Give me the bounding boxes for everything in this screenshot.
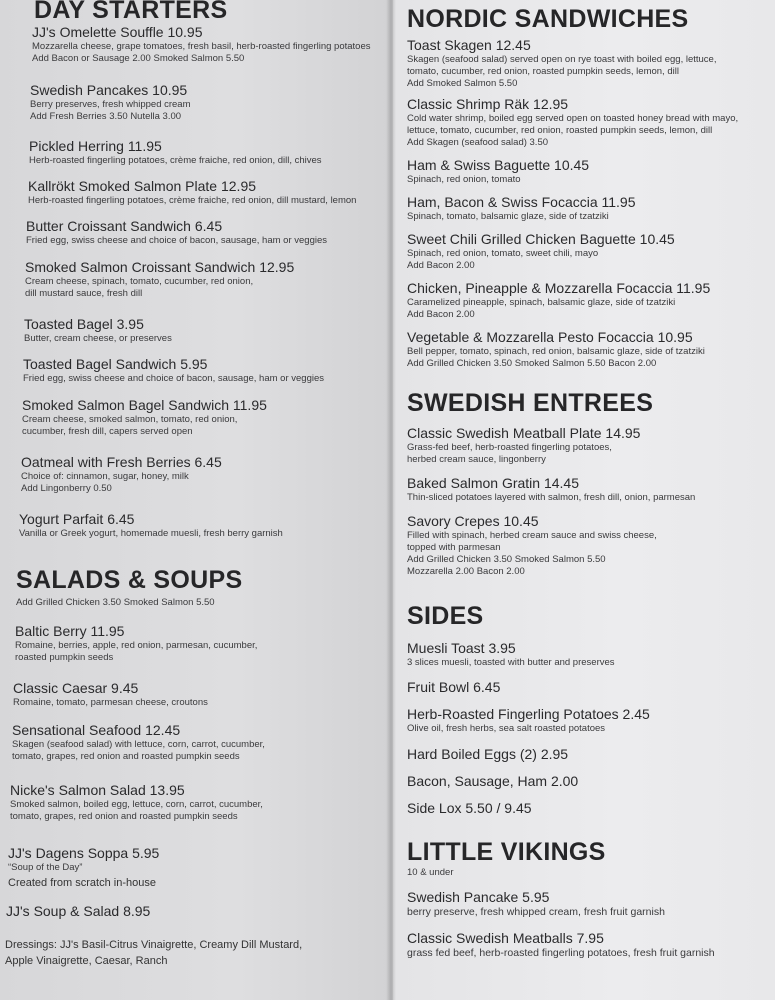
item-desc: Butter, cream cheese, or preserves (24, 333, 172, 344)
item-title: Swedish Pancake 5.95 (407, 889, 550, 905)
menu-item (407, 706, 650, 735)
item-desc: Bell pepper, tomato, spinach, red onion, balsamic glaze, side of tzatziki (407, 346, 705, 357)
item-desc: tomato, grapes, red onion and roasted pumpkin seeds (12, 751, 240, 762)
item-desc: Vanilla or Greek yogurt, homemade muesli, fresh berry garnish (19, 528, 283, 539)
item-desc: dill mustard sauce, fresh dill (25, 288, 143, 299)
menu-page-right (393, 0, 775, 1000)
salads-soups-heading: SALADS & SOUPS (16, 566, 243, 594)
item-desc: lettuce, tomato, cucumber, red onion, roasted pumpkin seeds, lemon, dill (407, 125, 713, 136)
menu-item (12, 722, 265, 763)
item-desc: topped with parmesan (407, 542, 501, 553)
item-title: Smoked Salmon Bagel Sandwich 11.95 (22, 397, 267, 413)
item-title: Baltic Berry 11.95 (15, 623, 125, 639)
item-desc: Thin-sliced potatoes layered with salmon, fresh dill, onion, parmesan (407, 492, 696, 503)
menu-item (407, 679, 500, 696)
item-title: Vegetable & Mozzarella Pesto Focaccia 10.95 (407, 329, 693, 345)
item-title: Baked Salmon Gratin 14.45 (407, 475, 579, 491)
item-title: Pickled Herring 11.95 (29, 138, 162, 154)
item-title: Sweet Chili Grilled Chicken Baguette 10.45 (407, 231, 675, 247)
menu-item (25, 259, 294, 300)
day-starters-heading: DAY STARTERS (34, 0, 228, 24)
menu-item (8, 845, 159, 890)
item-desc: Cream cheese, smoked salmon, tomato, red onion, (22, 414, 238, 425)
item-desc: Add Bacon 2.00 (407, 309, 475, 320)
menu-item (407, 800, 532, 817)
item-desc: Spinach, red onion, tomato (407, 174, 521, 185)
menu-item (19, 511, 283, 540)
item-title: Butter Croissant Sandwich 6.45 (26, 218, 223, 234)
item-title: Smoked Salmon Croissant Sandwich 12.95 (25, 259, 295, 275)
menu-item (407, 280, 710, 321)
menu-item (23, 356, 324, 385)
item-title: Swedish Pancakes 10.95 (30, 82, 188, 98)
menu-item (407, 640, 615, 669)
dressings-note (5, 938, 302, 968)
dressings-line: Dressings: JJ's Basil-Citrus Vinaigrette, Creamy Dill Mustard, (5, 939, 303, 951)
item-desc: roasted pumpkin seeds (15, 652, 114, 663)
item-desc: Fried egg, swiss cheese and choice of bacon, sausage, ham or veggies (23, 373, 325, 384)
section-note: Add Grilled Chicken 3.50 Smoked Salmon 5.50 (16, 597, 215, 608)
menu-item (29, 138, 322, 167)
item-title: Muesli Toast 3.95 (407, 640, 516, 656)
item-desc: Smoked salmon, boiled egg, lettuce, corn, carrot, cucumber, (10, 799, 263, 810)
item-desc: Skagen (seafood salad) with lettuce, corn, carrot, cucumber, (12, 739, 265, 750)
menu-item (407, 475, 695, 504)
item-title: Kallrökt Smoked Salmon Plate 12.95 (28, 178, 257, 194)
item-title: Savory Crepes 10.45 (407, 513, 539, 529)
item-title: Yogurt Parfait 6.45 (19, 511, 135, 527)
item-title: Toasted Bagel Sandwich 5.95 (23, 356, 208, 372)
item-title: Side Lox 5.50 / 9.45 (407, 800, 532, 816)
item-desc: berry preserve, fresh whipped cream, fresh fruit garnish (407, 906, 665, 918)
menu-item (30, 82, 191, 123)
item-desc: Add Smoked Salmon 5.50 (407, 78, 518, 89)
item-desc: Cold water shrimp, boiled egg served open on toasted honey bread with mayo, (407, 113, 739, 124)
nordic-sandwiches-heading: NORDIC SANDWICHES (407, 5, 689, 33)
item-desc: Caramelized pineapple, spinach, balsamic glaze, side of tzatziki (407, 297, 676, 308)
menu-item (407, 773, 578, 790)
menu-item (24, 316, 172, 345)
item-title: Classic Swedish Meatball Plate 14.95 (407, 425, 641, 441)
menu-item (407, 930, 715, 959)
menu-item (21, 454, 222, 495)
dressings-line: Apple Vinaigrette, Caesar, Ranch (5, 955, 168, 967)
item-title: JJ's Dagens Soppa 5.95 (8, 845, 160, 861)
item-title: Toast Skagen 12.45 (407, 37, 531, 53)
little-vikings-heading: LITTLE VIKINGS (407, 838, 606, 866)
item-desc: Spinach, tomato, balsamic glaze, side of tzatziki (407, 211, 609, 222)
item-desc: Cream cheese, spinach, tomato, cucumber, red onion, (25, 276, 254, 287)
menu-item (407, 37, 716, 90)
menu-item (22, 397, 267, 438)
item-desc: Mozzarella 2.00 Bacon 2.00 (407, 566, 525, 577)
item-title: Chicken, Pineapple & Mozzarella Focaccia 11.95 (407, 280, 711, 296)
item-desc: Add Fresh Berries 3.50 Nutella 3.00 (30, 111, 182, 122)
item-desc: Herb-roasted fingerling potatoes, crème fraiche, red onion, dill, chives (29, 155, 322, 166)
menu-item (28, 178, 356, 207)
menu-item (407, 194, 636, 223)
menu-item (407, 157, 589, 186)
section-note: 10 & under (407, 867, 454, 878)
item-desc: herbed cream sauce, lingonberry (407, 454, 546, 465)
menu-item (15, 623, 257, 664)
menu-item (407, 231, 675, 272)
item-desc: cucumber, fresh dill, capers served open (22, 426, 193, 437)
menu-item (6, 903, 150, 920)
item-desc: Romaine, tomato, parmesan cheese, croutons (13, 697, 208, 708)
item-desc: Add Bacon or Sausage 2.00 Smoked Salmon 5.50 (32, 53, 245, 64)
sides-heading: SIDES (407, 602, 484, 630)
swedish-entrees-heading: SWEDISH ENTREES (407, 389, 654, 417)
menu-item (10, 782, 263, 823)
page-fold (386, 0, 396, 1000)
menu-item (407, 889, 665, 918)
item-desc: Spinach, red onion, tomato, sweet chili, mayo (407, 248, 599, 259)
item-title: Fruit Bowl 6.45 (407, 679, 501, 695)
item-title: Hard Boiled Eggs (2) 2.95 (407, 746, 569, 762)
item-title: Bacon, Sausage, Ham 2.00 (407, 773, 579, 789)
menu-item (407, 329, 705, 370)
item-desc: Filled with spinach, herbed cream sauce and swiss cheese, (407, 530, 657, 541)
item-title: Oatmeal with Fresh Berries 6.45 (21, 454, 222, 470)
item-title: Herb-Roasted Fingerling Potatoes 2.45 (407, 706, 650, 722)
item-desc: Skagen (seafood salad) served open on rye toast with boiled egg, lettuce, (407, 54, 717, 65)
item-desc: grass fed beef, herb-roasted fingerling potatoes, fresh fruit garnish (407, 947, 715, 959)
menu-item (407, 425, 640, 466)
item-desc: Add Bacon 2.00 (407, 260, 475, 271)
item-desc: Romaine, berries, apple, red onion, parmesan, cucumber, (15, 640, 258, 651)
menu-item (407, 513, 657, 578)
item-desc: Herb-roasted fingerling potatoes, crème fraiche, red onion, dill mustard, lemon (28, 195, 357, 206)
item-desc: tomato, grapes, red onion and roasted pumpkin seeds (10, 811, 238, 822)
item-title: Sensational Seafood 12.45 (12, 722, 181, 738)
item-desc: Add Skagen (seafood salad) 3.50 (407, 137, 549, 148)
item-title: Ham, Bacon & Swiss Focaccia 11.95 (407, 194, 636, 210)
item-title: Ham & Swiss Baguette 10.45 (407, 157, 590, 173)
item-desc: 3 slices muesli, toasted with butter and preserves (407, 657, 615, 668)
item-desc: “Soup of the Day” (8, 862, 83, 873)
item-title: JJ's Omelette Souffle 10.95 (32, 24, 203, 40)
item-title: JJ's Soup & Salad 8.95 (6, 903, 151, 919)
item-desc: Mozzarella cheese, grape tomatoes, fresh basil, herb-roasted fingerling potatoes (32, 41, 371, 52)
item-title: Classic Shrimp Räk 12.95 (407, 96, 569, 112)
item-desc: Add Grilled Chicken 3.50 Smoked Salmon 5.50 Bacon 2.00 (407, 358, 657, 369)
item-title: Nicke's Salmon Salad 13.95 (10, 782, 185, 798)
menu-item (407, 96, 738, 149)
item-title: Toasted Bagel 3.95 (24, 316, 144, 332)
menu-item (13, 680, 208, 709)
item-desc: Grass-fed beef, herb-roasted fingerling potatoes, (407, 442, 612, 453)
item-desc: Choice of: cinnamon, sugar, honey, milk (21, 471, 189, 482)
item-desc: tomato, cucumber, red onion, roasted pumpkin seeds, lemon, dill (407, 66, 679, 77)
item-title: Classic Swedish Meatballs 7.95 (407, 930, 604, 946)
menu-item (26, 218, 327, 247)
item-desc: Created from scratch in-house (8, 877, 156, 889)
item-desc: Fried egg, swiss cheese and choice of bacon, sausage, ham or veggies (26, 235, 328, 246)
menu-item (32, 24, 371, 65)
item-desc: Add Grilled Chicken 3.50 Smoked Salmon 5.50 (407, 554, 606, 565)
menu-item (407, 746, 568, 763)
item-desc: Add Lingonberry 0.50 (21, 483, 112, 494)
item-title: Classic Caesar 9.45 (13, 680, 139, 696)
item-desc: Berry preserves, fresh whipped cream (30, 99, 191, 110)
item-desc: Olive oil, fresh herbs, sea salt roasted potatoes (407, 723, 606, 734)
